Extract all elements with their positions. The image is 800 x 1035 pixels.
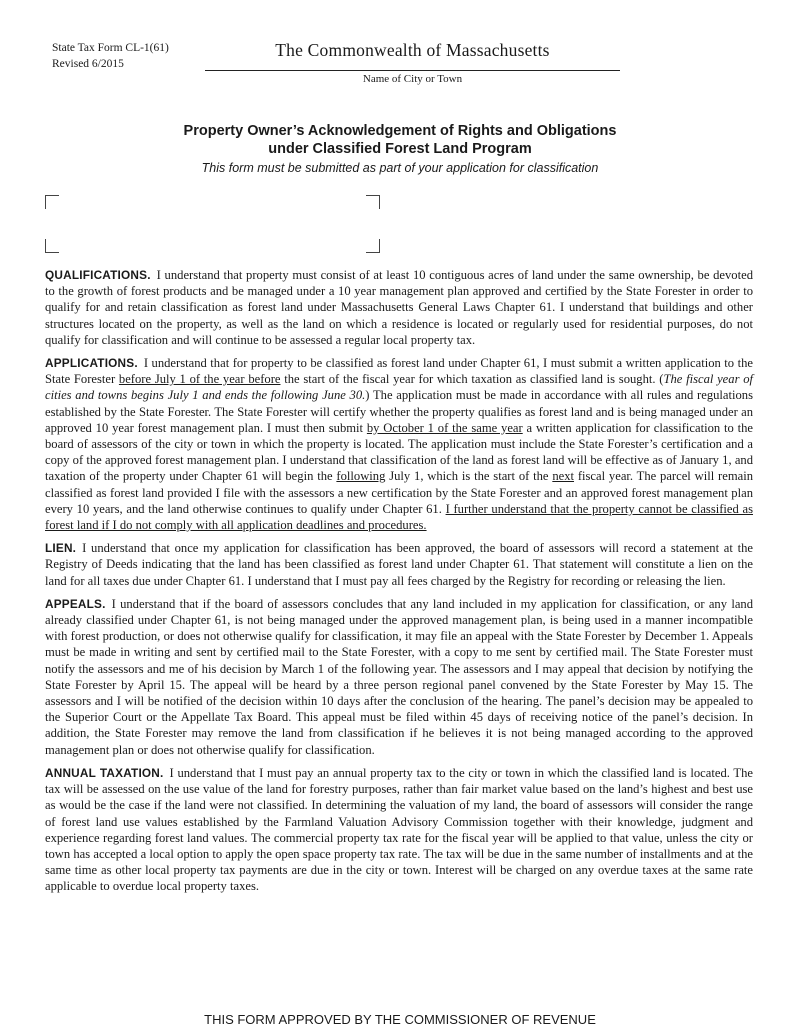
paragraph-heading: ANNUAL TAXATION. <box>45 765 164 780</box>
commissioner-approval-line: THIS FORM APPROVED BY THE COMMISSIONER OF REVENUE <box>204 1012 596 1027</box>
paragraph-appeals <box>45 596 753 758</box>
form-title-line2: under Classified Forest Land Program <box>268 141 532 157</box>
text-run: I understand that if the board of assessors concludes that any land included in my application for classification, or any land already classified under Chapter 61, is not being managed under the approved management plan, is being used in a manner incompatible with forest production, or does not otherwise qualify for classification, it may file an appeal with the State Forester by December 1. Appeals must be made in writing and sent by certified mail to the State Forester, with a copy to me sent by certified mail. The State Forester must notify the assessors and me of his decision by March 1 of the following year. The assessors and I may appeal that decision by notifying the State Forester by April 15. The appeal will be heard by a three person regional panel convened by the State Forester by May 15. The assessors and I will be notified of the decision within 10 days after the conclusion of the hearing. The panel’s decision may be appealed to the Superior Court or the Appellate Tax Board. This appeal must be filed within 45 days of receiving notice of the panel’s decision. In addition, the State Forester may remove the land from classification if he believes it is not being managed according to the approved management plan or does not otherwise qualify for classification. <box>45 596 753 757</box>
paragraph-runs <box>45 766 753 893</box>
paragraph-qualifications <box>45 267 753 348</box>
form-meta <box>52 40 169 72</box>
commonwealth-title: The Commonwealth of Massachusetts <box>275 40 550 60</box>
corner-mark-top-left <box>45 195 59 209</box>
corner-mark-bottom-right <box>366 239 380 253</box>
header-center <box>205 40 620 85</box>
paragraph-runs <box>45 541 753 587</box>
text-run: before July 1 of the year before <box>118 372 281 387</box>
city-town-fill-line <box>205 70 620 71</box>
text-run: next <box>552 469 575 484</box>
form-title-line1: Property Owner’s Acknowledgement of Rights and Obligations <box>183 123 617 139</box>
form-title-block <box>0 122 800 175</box>
paragraph-applications <box>45 355 753 533</box>
text-run: I further understand that the property cannot be classified as forest land if I do not comply with all application deadlines and procedures. <box>45 501 753 533</box>
form-revision: Revised 6/2015 <box>52 58 124 70</box>
form-body <box>45 267 753 895</box>
text-run: I understand that I must pay an annual property tax to the city or town in which the classified land is located. The tax will be assessed on the use value of the land for forestry purposes, rather than fair market value based on the land’s highest and best use as would be the case if the land were not classified. In determining the valuation of my land, the board of assessors will consider the range of forest land use values established by the Farmland Valuation Advisory Commission together with their knowledge, judgment and experience regarding forest land values. The commercial property tax rate for the fiscal year will be applied to that value, unless the city or town has accepted a local option to apply the open space property tax rate. The tax will be due in the same number of installments and at the same time as other local property tax payments are due in the city or town. Interest will be charged on any overdue taxes at the same rate applicable to overdue local property taxes. <box>45 765 753 894</box>
text-run: I understand that once my application for classification has been approved, the board of assessors will record a statement at the Registry of Deeds indicating that the land has been classified as forest land under Chapter 61. That statement will constitute a lien on the land for all taxes due under Chapter 61. I understand that I must pay all fees charged by the Registry for recording or releasing the lien. <box>45 541 753 588</box>
corner-mark-bottom-left <box>45 239 59 253</box>
city-town-label: Name of City or Town <box>362 73 463 85</box>
paragraph-runs <box>45 268 753 347</box>
form-subtitle: This form must be submitted as part of your application for classification <box>201 161 599 175</box>
text-run: I understand that for property to be classified as forest land under Chapter 61, I must submit a written application to the State Forester <box>45 356 753 387</box>
paragraph-runs <box>45 356 753 532</box>
form-number: State Tax Form CL-1(61) <box>52 42 169 54</box>
text-run: ) The application must be made in accordance with all rules and regulations established by the State Forester. The State Forester will certify whether the property qualifies as forest land and is being managed under an approved 10 year forest management plan. I must then submit <box>45 388 753 435</box>
paragraph-heading: APPEALS. <box>45 596 106 611</box>
form-header <box>0 0 800 108</box>
text-run: by October 1 of the same year <box>366 420 523 435</box>
text-run: a written application for classification to the board of assessors of the city or town in which the property is located. The application must include the State Forester’s certification and a copy of the approved forest management plan. I understand that classification of the land as forest land will be effective as of January 1, and taxation of the property under Chapter 61 will begin the <box>45 420 754 484</box>
text-run: the start of the fiscal year for which taxation as classified land is sought. ( <box>280 372 664 387</box>
text-run: I understand that property must consist of at least 10 contiguous acres of land under the same ownership, be devoted to the growth of forest products and be managed under a 10 year management plan approved and certified by the State Forester in order to qualify for and retain classification as forest land under Massachusetts General Laws Chapter 61. I understand that buildings and other structures located on the property, as well as the land on which a residence is located or regularly used for residential purposes, do not qualify for classification and will continue to be assessed a regular local property tax. <box>45 268 753 347</box>
paragraph-runs <box>45 597 753 757</box>
corner-mark-top-right <box>366 195 380 209</box>
paragraph-lien <box>45 540 753 589</box>
text-run: The fiscal year of cities and towns begins July 1 and ends the following June 30. <box>45 372 753 403</box>
paragraph-annual-taxation <box>45 765 753 895</box>
text-run: following <box>336 469 386 484</box>
text-run: July 1, which is the start of the <box>385 469 553 484</box>
text-run: fiscal year. The parcel will remain classified as forest land provided I file with the assessors a new certification by the State Forester and an approved forest management plan every 10 years, and the land otherwise continues to qualify under Chapter 61. <box>45 469 753 516</box>
paragraph-heading: LIEN. <box>45 541 77 556</box>
address-window-box <box>45 195 380 253</box>
paragraph-heading: APPLICATIONS. <box>45 356 138 371</box>
paragraph-heading: QUALIFICATIONS. <box>45 268 151 282</box>
